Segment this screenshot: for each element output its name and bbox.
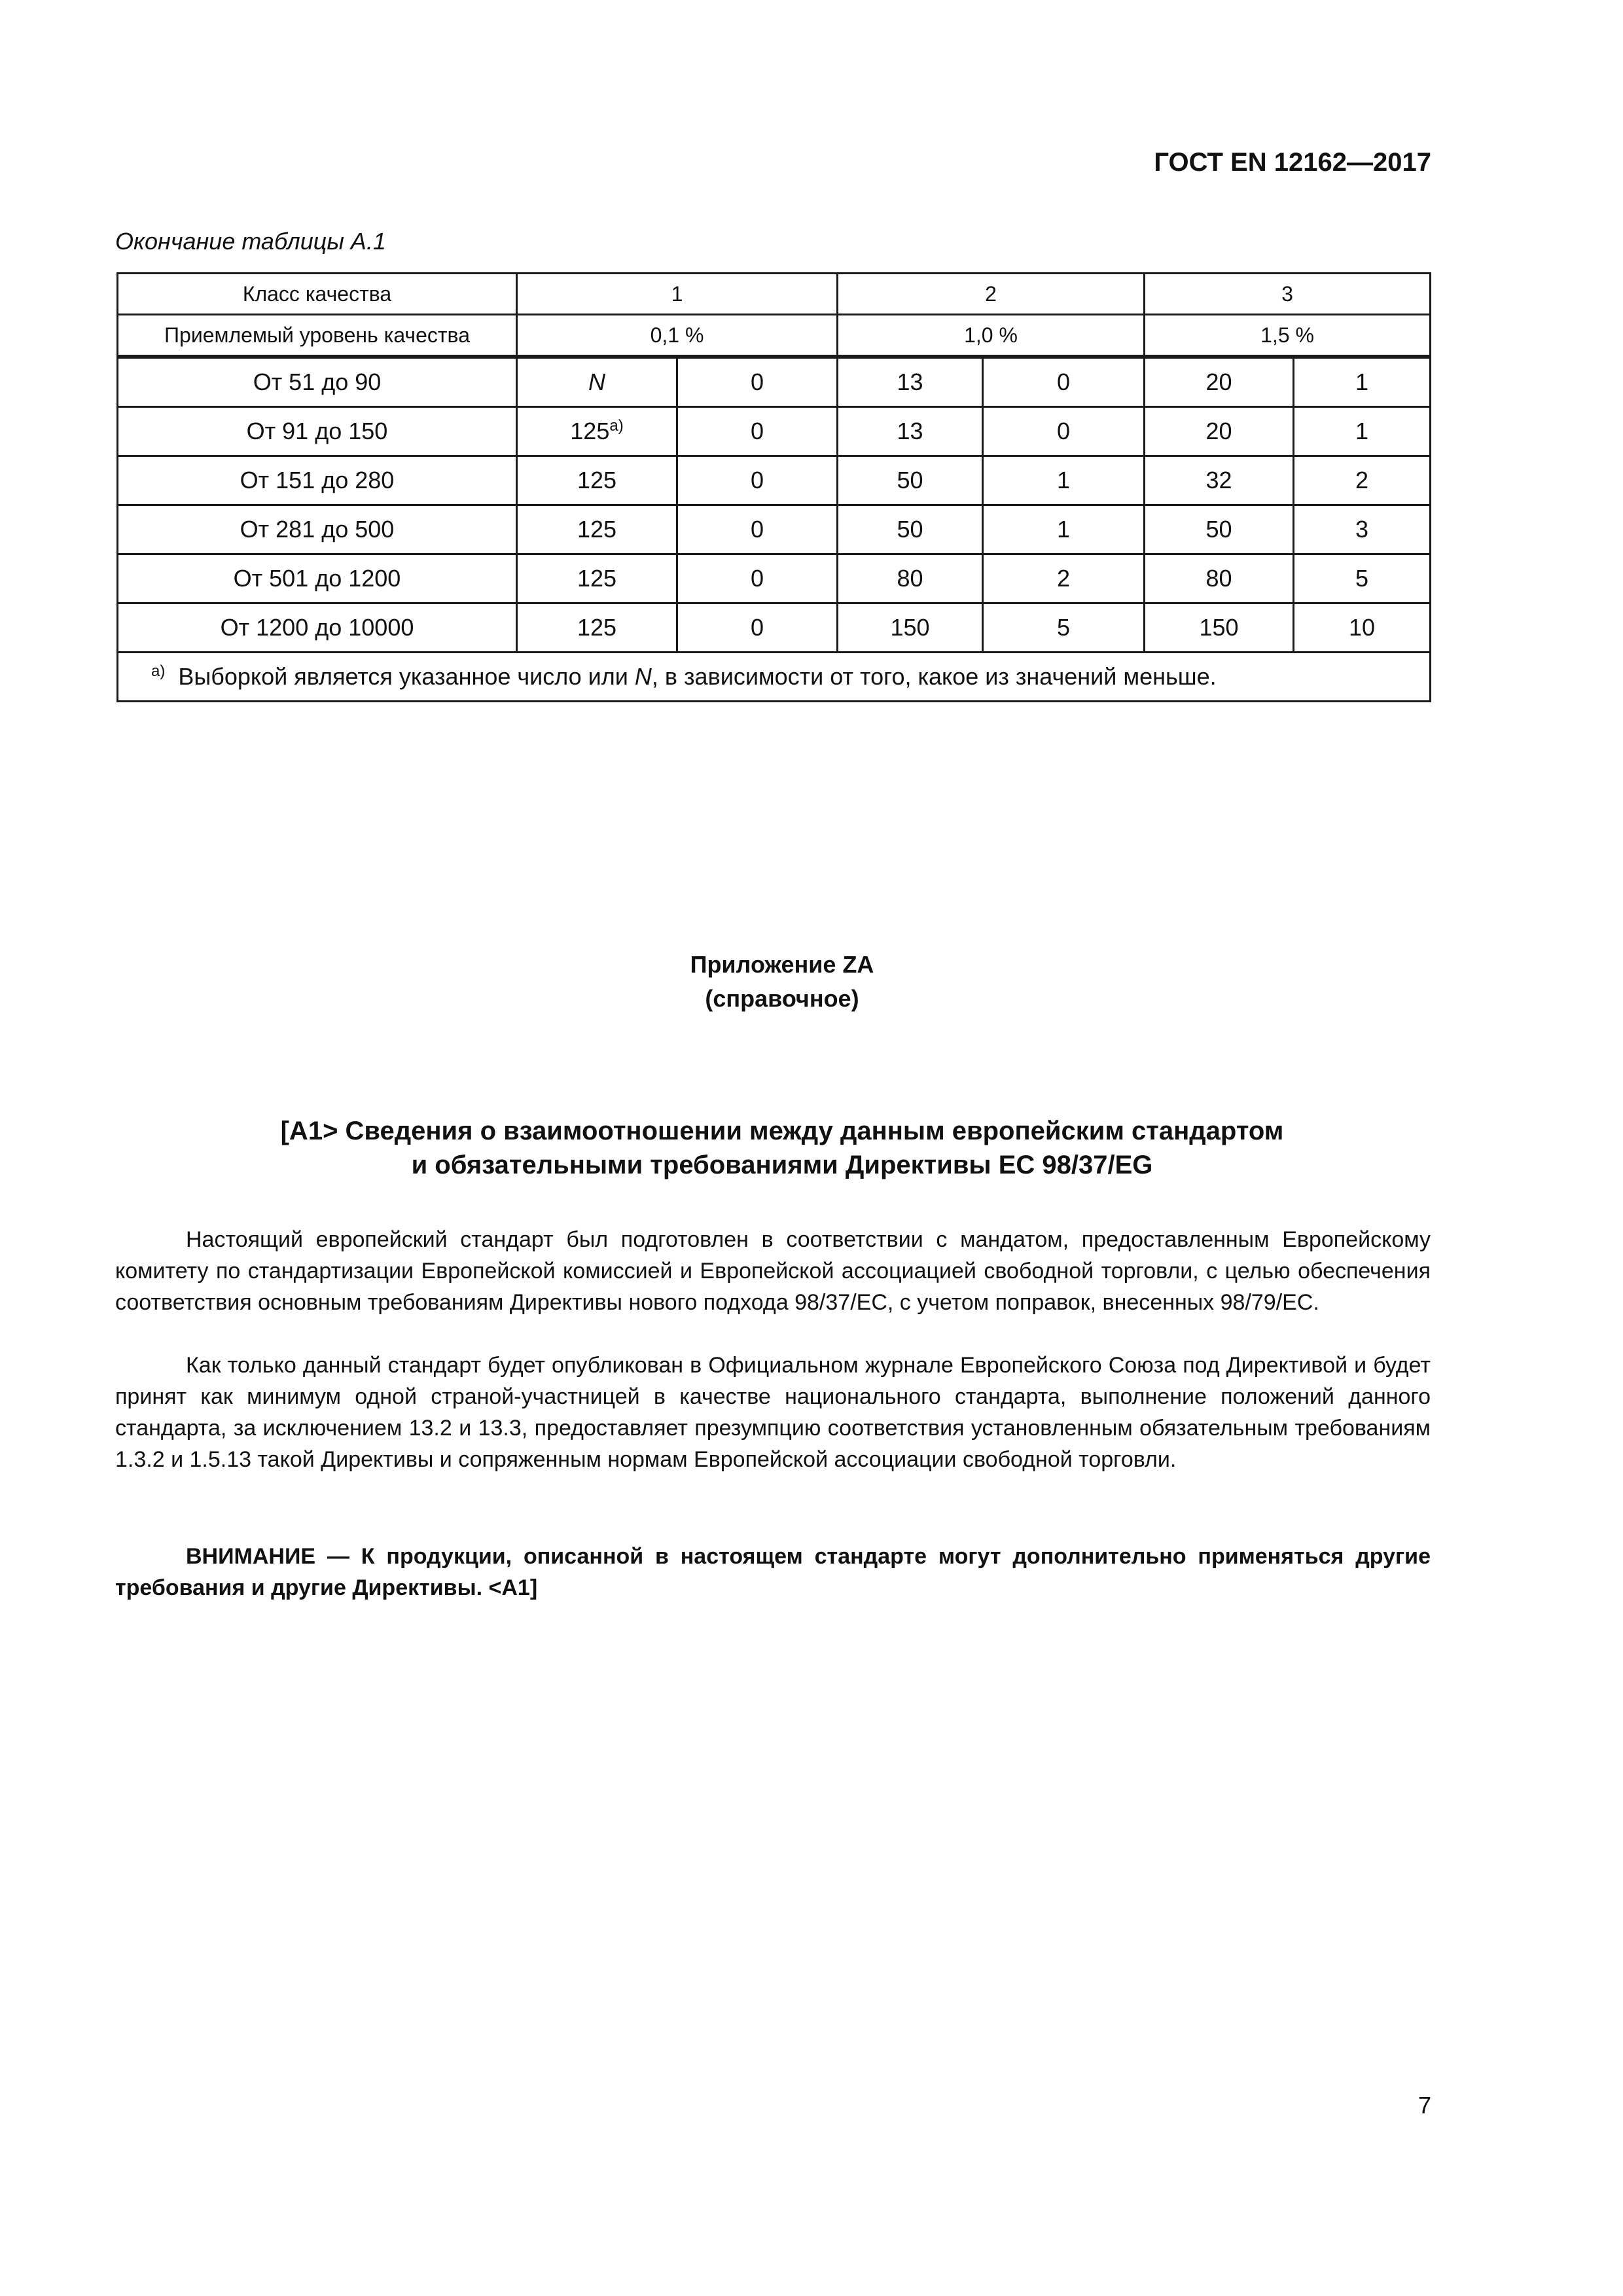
footnote-text-after: , в зависимости от того, какое из значений меньше. <box>651 663 1217 690</box>
header-row-aql <box>118 315 1431 357</box>
table-cell: 0 <box>677 456 838 505</box>
section-title-line-2: и обязательными требованиями Директивы ЕС 98/37/EG <box>411 1151 1153 1179</box>
paragraph-warning: ВНИМАНИЕ — К продукции, описанной в настоящем стандарте могут дополнительно применяться другие требования и другие Директивы. <A1] <box>115 1544 1431 1600</box>
sampling-table <box>116 272 1431 702</box>
header-row-quality-class <box>118 274 1431 315</box>
table-cell: 20 <box>1145 407 1294 456</box>
footnote-ref: a) <box>609 417 624 435</box>
annex-title: Приложение ZA <box>690 951 874 978</box>
aql-value-2: 1,0 % <box>838 315 1145 357</box>
table-cell: 20 <box>1145 357 1294 407</box>
lot-range: От 151 до 280 <box>118 456 517 505</box>
table-row <box>118 357 1431 407</box>
aql-label: Приемлемый уровень качества <box>118 315 517 357</box>
table-cell: 125 <box>517 603 677 653</box>
table-cell: 150 <box>1145 603 1294 653</box>
table-cell: 0 <box>983 407 1145 456</box>
table-row <box>118 554 1431 603</box>
table-cell: 125 <box>517 554 677 603</box>
annex-subtitle: (справочное) <box>705 985 859 1012</box>
quality-class-1: 1 <box>517 274 838 315</box>
table-cell: 32 <box>1145 456 1294 505</box>
aql-value-1: 0,1 % <box>517 315 838 357</box>
table-cell: 1 <box>1294 407 1431 456</box>
table-row <box>118 603 1431 653</box>
annex-heading <box>0 948 1564 1016</box>
section-title <box>0 1114 1564 1182</box>
lot-range: От 1200 до 10000 <box>118 603 517 653</box>
table-cell: 50 <box>838 505 983 554</box>
table-cell: 3 <box>1294 505 1431 554</box>
page-number: 7 <box>1418 2092 1431 2119</box>
cell-value: 125 <box>570 418 610 444</box>
table-cell: 10 <box>1294 603 1431 653</box>
table-cell: 5 <box>983 603 1145 653</box>
table-row <box>118 456 1431 505</box>
footnote-mark: a) <box>151 662 166 680</box>
lot-range: От 91 до 150 <box>118 407 517 456</box>
table-cell: 50 <box>1145 505 1294 554</box>
table-caption: Окончание таблицы А.1 <box>115 228 386 255</box>
footnote-text-before: Выборкой является указанное число или <box>178 663 635 690</box>
table-cell: 1 <box>983 456 1145 505</box>
aql-value-3: 1,5 % <box>1145 315 1431 357</box>
table-footnote <box>118 653 1431 702</box>
table-cell: 1 <box>1294 357 1431 407</box>
table-cell: 0 <box>677 505 838 554</box>
table-cell: 0 <box>677 357 838 407</box>
table-cell: 125 <box>517 505 677 554</box>
table-cell: 13 <box>838 407 983 456</box>
table-cell: 2 <box>1294 456 1431 505</box>
lot-range: От 281 до 500 <box>118 505 517 554</box>
document-code: ГОСТ EN 12162—2017 <box>1154 148 1431 177</box>
table-cell: 0 <box>677 407 838 456</box>
table-cell <box>517 407 677 456</box>
table-cell: 2 <box>983 554 1145 603</box>
quality-class-2: 2 <box>838 274 1145 315</box>
paragraph-mandate: Настоящий европейский стандарт был подготовлен в соответствии с мандатом, предоставленным Европейскому комитету по стандартизации Европейской комиссией и Европейской ассоциацией свободной торговли, с целью обеспечения соответствия основным требованиям Директивы нового подхода 98/37/ЕС, с учетом поправок, внесенных 98/79/ЕС. <box>115 1227 1431 1315</box>
quality-class-label: Класс качества <box>118 274 517 315</box>
table-row <box>118 505 1431 554</box>
footnote-n: N <box>634 663 652 690</box>
table-row <box>118 407 1431 456</box>
table-cell: N <box>517 357 677 407</box>
quality-class-3: 3 <box>1145 274 1431 315</box>
table-cell: 80 <box>838 554 983 603</box>
section-title-line-1: [A1> Сведения о взаимоотношении между данным европейским стандартом <box>280 1117 1284 1145</box>
lot-range: От 51 до 90 <box>118 357 517 407</box>
table-cell: 5 <box>1294 554 1431 603</box>
table-cell: 1 <box>983 505 1145 554</box>
lot-range: От 501 до 1200 <box>118 554 517 603</box>
table-cell: 150 <box>838 603 983 653</box>
footnote-row <box>118 653 1431 702</box>
table-cell: 80 <box>1145 554 1294 603</box>
table-cell: 0 <box>677 554 838 603</box>
table-cell: 0 <box>983 357 1145 407</box>
paragraph-presumption: Как только данный стандарт будет опубликован в Официальном журнале Европейского Союза под Директивой и будет принят как минимум одной страной-участницей в качестве национального стандарта, выполнение положений данного стандарта, за исключением 13.2 и 13.3, предоставляет презумпцию соответствия установленным обязательным требованиям 1.3.2 и 1.5.13 такой Директивы и сопряженным нормам Европейской ассоциации свободной торговли. <box>115 1353 1431 1472</box>
table-cell: 50 <box>838 456 983 505</box>
table-cell: 0 <box>677 603 838 653</box>
table-cell: 13 <box>838 357 983 407</box>
table-cell: 125 <box>517 456 677 505</box>
